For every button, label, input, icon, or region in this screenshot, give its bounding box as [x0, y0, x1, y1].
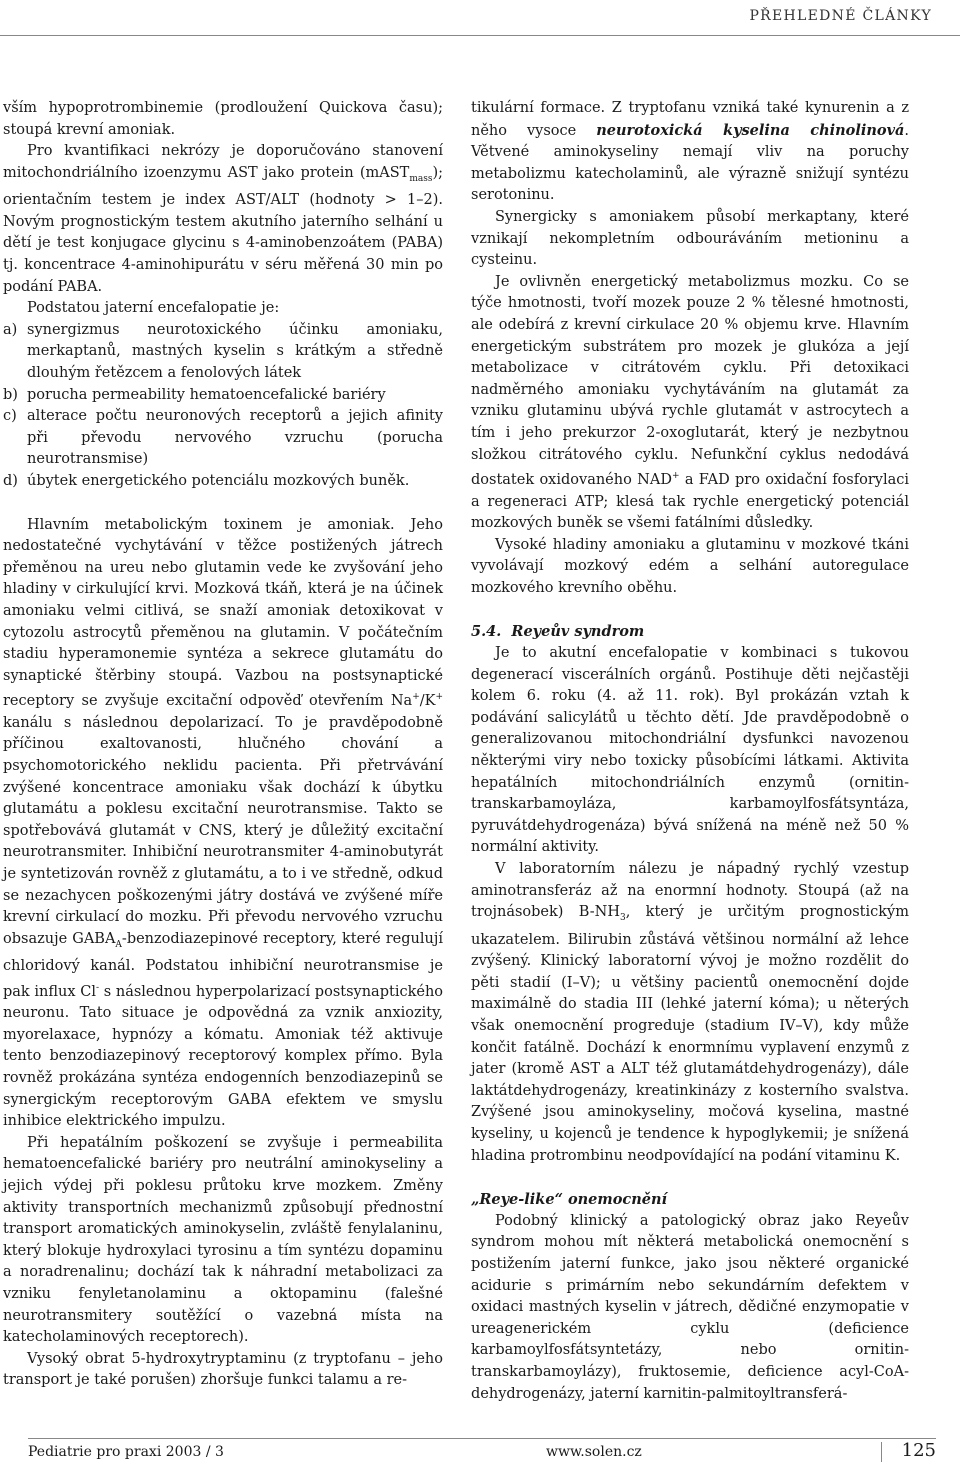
header-rule — [0, 35, 960, 36]
paragraph: Při hepatálním poškození se zvyšuje i permeabilita hematoencefalické bariéry pro neutrální aminokyseliny a jejich výdej při poklesu průtoku krve mozkem. Změny aktivity transportních mechanizmů způsobují přednostní transport aromatických aminokyselin, zvláště fenylalaninu, který blokuje hydroxylaci tyrosinu a tím syntézu dopaminu a noradrenalinu; dochází tak k náhradní metabolizaci za vzniku fenyletanolaminu a oktopaminu (falešné neurotransmitery soutěžící o vazebná místa na katecholaminových receptorech). — [3, 1134, 443, 1346]
paragraph: Je to akutní encefalopatie v kombinaci s tukovou degenerací viscerálních orgánů. Postihuje děti nejčastěji kolem 6. roku (4. až 11. rok). Byl prokázán vztah k podávání salicylátů u těchto dětí. Jde pravděpodobně o generalizovanou mitochondriální dysfunkci navozenou některými viry nebo toxicky působícími látkami. Aktivita hepatálních mitochondriálních enzymů (ornitin-transkarbamoyláza, karbamoylfosfátsyntáza, pyruvátdehydrogenáza) bývá snížená na méně než 50 % normální aktivity. — [471, 645, 909, 856]
paragraph: tikulární formace. Z tryptofanu vzniká také kynurenin a z něho vysoce neurotoxická kyselina chinolinová. Větvené aminokyseliny nemají vliv na poruchy metabolizmu katecholaminů, ale výrazně snižují syntézu serotoninu. — [471, 100, 910, 204]
paragraph: Je ovlivněn energetický metabolizmus mozku. Co se týče hmotnosti, tvoří mozek pouze 2 % tělesné hmotnosti, ale odebírá z krevní cirkulace 20 % objemu krve. Hlavním energetickým substrátem pro mozek je glukóza a její metabolizace v citrátovém cyklu. Při detoxikaci nadměrného amoniaku vychytáváním na glutamát za vzniku glutaminu ubývá rychle glutamát v astrocytech a tím i jeho prekurzor 2-oxoglutarát, který je nezbytnou složkou citrátového cyklu. Nefunkční cyklus nedodává dostatek oxidovaného NAD+ a FAD pro oxidační fosforylaci a regeneraci ATP; klesá tak rychle energetický potenciál mozkových buněk se všemi fatálními důsledky. — [471, 273, 909, 532]
section-title: PŘEHLEDNÉ ČLÁNKY — [749, 8, 932, 24]
paragraph: Podstatou jaterní encefalopatie je: — [27, 300, 280, 317]
page-number: 125 — [901, 1440, 936, 1461]
list — [3, 320, 443, 493]
journal-name: Pediatrie pro praxi 2003 / 3 — [28, 1444, 224, 1460]
paragraph: Hlavním metabolickým toxinem je amoniak. Jeho nedostatečné vychytávání v těžce postižených játrech přeměnou na ureu nebo glutamin vede ke zvyšování jeho hladiny v cirkulující krvi. Mozková tkáň, která je na účinek amoniaku velmi citlivá, se snaží amoniak detoxikovat v cytozolu astrocytů přeměnou na glutamin. V počátečním stadiu hyperamonemie syntéza a sekrece glutamátu do synaptické štěrbiny stoupá. Vazbou na postsynaptické receptory se zvyšuje excitační odpověď otevřením Na+/K+ kanálu s následnou depolarizací. To je pravděpodobně příčinou exaltovanosti, hlučného chování a psychomotorického neklidu pacienta. Při přetrvávání zvýšené koncentrace amoniaku však dochází k úbytku glutamátu a poklesu excitační neurotransmise. Takto se spotřebovává glutamát v CNS, který je důležitý excitační neurotransmiter. Inhibiční neurotransmiter 4-aminobutyrát je syntetizován rovněž z glutamátu, a to i ve středně, odkud se nezachycen poškozenými játry dostává ve zvýšené míře krevní cirkulací do mozku. Při převodu nervového vzruchu obsazuje $GABA_A$-benzodiazepinové receptory, které regulují chloridový kanál. Podstatou inhibiční neurotransmise je pak influx Cl- s následnou hyperpolarizací postsynaptického neuronu. Tato situace je odpovědná za vznik anxiozity, myorelaxace, hypnózy a kómatu. Amoniak též aktivuje tento benzodiazepinový receptorový komplex přímo. Byla rovněž prokázána syntéza endogenních benzodiazepinů se synergickým receptorovým GABA efektem ve smyslu inhibice elektrického impulzu. — [3, 516, 444, 1130]
paragraph: vším hypoprotrombinemie (prodloužení Quickova času); stoupá krevní amoniak. — [3, 100, 443, 138]
left-column — [3, 98, 443, 1392]
list-item: c) alterace počtu neuronových receptorů a jejich afinity při převodu nervového vzruchu (porucha neurotransmise) — [3, 408, 443, 468]
website-link[interactable]: www.solen.cz — [546, 1444, 642, 1460]
right-column — [471, 98, 909, 1405]
paragraph: Vysoký obrat 5-hydroxytryptaminu (z tryptofanu – jeho transport je také porušen) zhoršuje funkci talamu a re- — [3, 1350, 443, 1389]
section-heading: 5.4. Reyeův syndrom — [471, 623, 645, 641]
list-item: b) porucha permeability hematoencefalické bariéry — [3, 386, 386, 403]
list-item: d) úbytek energetického potenciálu mozkových buněk. — [3, 472, 410, 489]
paragraph: V laboratorním nálezu je nápadný rychlý vzestup aminotransferáz až na enormní hodnoty. Stoupá (až na trojnásobek) $B-NH_3$, který je určitým prognostickým ukazatelem. Bilirubin zůstává většinou normální až lehce zvýšený. Klinický laboratorní vývoj je možno rozdělit do pěti stadií (I–V); u většiny pacientů onemocnění dojde maximálně do stadia III (lehké jaterní kóma); u něterých však onemocnění progreduje (stadium IV–V), kdy může končit fatálně. Dochází k enormnímu vyplavení enzymů z jater (kromě AST a ALT též glutamátdehydrogenázy), dále laktátdehydrogenázy, kreatinkinázy z kosterního svalstva. Zvýšené jsou aminokyseliny, močová kyselina, mastné kyseliny, u kojenců je tendence k hypoglykemii; je snížená hladina protrombinu neodpovídající na podání vitaminu K. — [471, 861, 909, 1164]
paragraph: Pro kvantifikaci nekrózy je doporučováno stanovení mitochondriálního izoenzymu AST jako protein (mAST$_{mass}$); orientačním testem je index AST/ALT (hodnoty > 1–2). Novým prognostickým testem akutního jaterního selhání u dětí je test konjugace glycinu s 4-aminobenzoátem (PABA) tj. koncentrace 4-aminohipurátu v séru měřená 30 min po podání PABA. — [3, 143, 443, 295]
subsection-heading: „Reye-like“ onemocnění — [471, 1191, 668, 1209]
page-footer — [28, 1440, 936, 1464]
running-header — [0, 0, 960, 40]
paragraph: Synergicky s amoniakem působí merkaptany, které vznikají nekompletním odbouráváním metioninu a cysteinu. — [471, 208, 909, 269]
paragraph: Podobný klinický a patologický obraz jako Reyeův syndrom mohou mít některá metabolická onemocnění s postižením jaterní funkce, jako jsou některé organické acidurie s primárním nebo sekundárním defektem v oxidaci mastných kyselin v játrech, dědičné enzymopatie v ureagenerickém cyklu (deficience karbamoylfosfátsyntetázy, nebo ornitin-transkarbamoylázy), fruktosemie, deficience acyl-CoA-dehydrogenázy, jaterní karnitin-palmitoyltransferá- — [471, 1212, 909, 1402]
paragraph: Vysoké hladiny amoniaku a glutaminu v mozkové tkáni vyvolávají mozkový edém a selhání autoregulace mozkového krevního oběhu. — [471, 536, 909, 596]
footer-separator — [881, 1442, 882, 1462]
list-item: a) synergizmus neurotoxického účinku amoniaku, merkaptanů, mastných kyselin s krátkým a středně dlouhým řetězcem a fenolových látek — [3, 321, 443, 382]
footer-rule — [28, 1438, 936, 1439]
